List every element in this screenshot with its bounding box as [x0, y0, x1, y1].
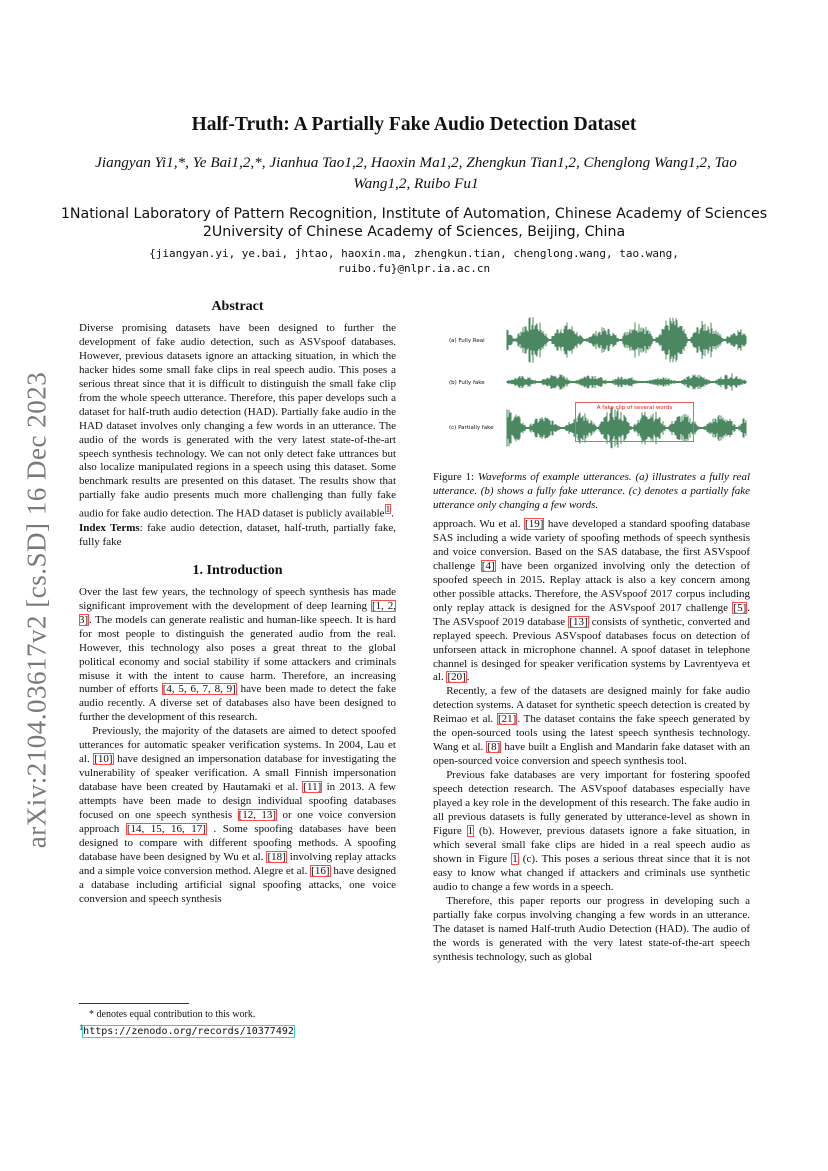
right-paragraph-4: Therefore, this paper reports our progress in developing such a partially fake corpus involving changing a few words in an utterance. The dataset is named Half-truth Audio Detection (HAD). The audio of the words is generated with the very latest state-of-the-art speech synthesis technology, such as global [433, 894, 750, 963]
footnote-link[interactable]: 1 [385, 504, 391, 515]
right-paragraph-3: Previous fake databases are very important for fostering spoofed speech detection research. The ASVspoof databases especially have played a key role in the development of this research. The fake audio in all previous datasets is fully generated by utterance-level as shown in Figure 1 (b). However, previous datasets ignore a fake situation, in which several small fake clips are hided in a real speech audio as shown in Figure 1 (c). This poses a serious threat since that it is not easy to know what changed if attackers and criminals use synthetic audio to change a few words in a speech. [433, 769, 751, 893]
citation-link[interactable]: [12, 13] [238, 809, 277, 822]
citation-link[interactable]: [4] [481, 559, 495, 572]
citation-link[interactable]: [13] [569, 615, 588, 628]
index-terms: Index Terms: fake audio detection, dataset, half-truth, partially fake, fully fake [79, 521, 396, 548]
emails-line-2: ruibo.fu}@nlpr.ia.ac.cn [337, 262, 491, 275]
dataset-footnote: $^1$https://zenodo.org/records/10377492 [79, 1023, 294, 1038]
author-list: Jiangyan Yi1,*, Ye Bai1,2,*, Jianhua Tao1,2, Haoxin Ma1,2, Zhengkun Tian1,2, Chenglong Wang1,2, Tao Wang1,2, Ruibo Fu1 [95, 154, 737, 192]
waveform-a [507, 317, 746, 363]
figure-1-waveforms [445, 310, 755, 460]
citation-link[interactable]: [5] [733, 601, 747, 614]
citation-link[interactable]: [16] [311, 864, 330, 877]
footnotes [79, 1003, 396, 1038]
waveform-label-c: (c) Partially fake [449, 425, 494, 431]
waveform-b [507, 373, 746, 391]
arxiv-side-label: arXiv:2104.03617v2 [cs.SD] 16 Dec 2023 [21, 371, 52, 849]
figure-1-caption: Figure 1: Waveforms of example utterances. (a) illustrates a fully real utterance. (b) shows a fully fake utterance. (c) denotes a partially fake utterance only changing a few words. [433, 471, 750, 511]
paper-title: Half-Truth: A Partially Fake Audio Detection Dataset [191, 114, 637, 135]
author-emails [60, 246, 768, 276]
figure-ref-link[interactable]: 1 [512, 852, 518, 865]
citation-link[interactable]: [10] [94, 753, 113, 766]
intro-paragraph-2: Previously, the majority of the datasets are aimed to detect spoofed utterances for automatic speaker verification systems. In 2004, Lau et al. [10] have designed an impersonation database for investigating the vulnerability of speaker verification. A small Finnish impersonation database have been created by Hautamaki et al. [11] in 2013. A few attempts have been made to design individual spoofing databases focused on one speech synthesis [12, 13] or one voice conversion approach [14, 15, 16, 17] . Some spoofing databases have been designed to compare with different spoofing methods. A spoofing database have been designed by Wu et al. [18] involving replay attacks and a simple voice conversion method. Alegre et al. [16] have designed a database including artificial signal spoofing attacks, one voice conversion and speech synthesis [79, 725, 397, 905]
emails-line-1: {jiangyan.yi, ye.bai, jhtao, haoxin.ma, zhengkun.tian, chenglong.wang, tao.wang, [149, 247, 679, 260]
waveform-label-a: (a) Fully Real [449, 338, 485, 344]
fake-clip-annotation: A fake clip of several words [596, 405, 673, 411]
abstract-heading: Abstract [211, 299, 264, 314]
citation-link[interactable]: [4, 5, 6, 7, 8, 9] [162, 683, 236, 696]
citation-link[interactable]: [11] [303, 781, 322, 794]
citation-link[interactable]: [20] [447, 671, 466, 684]
citation-link[interactable]: [1, 2, 3] [79, 599, 396, 626]
citation-link[interactable]: [18] [267, 850, 286, 863]
affiliation-1: 1National Laboratory of Pattern Recognition, Institute of Automation, Chinese Academy of Sciences [60, 206, 768, 222]
affiliation-2: 2University of Chinese Academy of Sciences, Beijing, China [202, 224, 626, 240]
footnote-rule [79, 1003, 189, 1004]
right-column [433, 470, 750, 965]
citation-link[interactable]: [19] [525, 518, 544, 530]
fake-clip-box [575, 402, 694, 442]
citation-link[interactable]: [8] [487, 741, 501, 754]
intro-paragraph-1: Over the last few years, the technology of speech synthesis has made significant improvement with the development of deep learning [1, 2, 3]. The models can generate realistic and human-like speech. It is hard for most people to distinguish the generated audio from the real. However, this technology also poses a great threat to the global political economy and social stability if some attackers and criminals misuse it with the intent to cause harm. Therefore, an increasing number of efforts [4, 5, 6, 7, 8, 9] have been made to detect the fake audio recently. A diverse set of databases also have been designed to further the development of this research. [79, 585, 396, 724]
affiliations [60, 205, 768, 241]
equal-contribution-note: * denotes equal contribution to this work. [89, 1009, 256, 1020]
left-column [79, 300, 396, 907]
citation-link[interactable]: [14, 15, 16, 17] [126, 823, 206, 836]
right-paragraph-1: approach. Wu et al. [19] have developed a standard spoofing database SAS including a wide variety of spoofing methods of speech synthesis and voice conversion. Based on the SAS database, the first ASVspoof challenge [4] have been organized involving only the detection of spoofed speech in 2015. Replay attack is also a key concern among other possible attacks. Therefore, the ASVspoof 2017 corpus including only replay attack is designed for the ASVspoof 2017 challenge [5]. The ASVspoof 2019 database [13] consists of synthetic, converted and replayed speech. Previous ASVspoof databases focus on detection of unforseen attack in microphone channel. A spoof dataset in telephone channel is desinged for speaker verification systems by Lavrentyeva et al. [20]. [433, 518, 751, 684]
abstract-text: Diverse promising datasets have been designed to further the development of fake audio detection, such as ASVspoof databases. However, previous datasets ignore an attacking situation, in which the hacker hides some small fake clips in real speech audio. This poses a serious threat since that it is difficult to distinguish the small fake clip from the whole speech utterance. Therefore, this paper develops such a dataset for half-truth audio detection (HAD). Partially fake audio in the HAD dataset involves only changing a few words in an utterance. The audio of the words is generated with the very latest state-of-the-art speech synthesis technology. We can not only detect fake uttrances but also localize manipulated regions in a speech using this dataset. Some benchmark results are presented on this dataset. The results show that partially fake audio presents much more challenging than fully fake audio for fake audio detection. The HAD dataset is publicly available$^1$. [79, 321, 396, 520]
waveform-b-trace [507, 373, 746, 391]
waveform-a-trace [507, 317, 746, 363]
waveform-label-b: (b) Fully fake [449, 380, 485, 386]
right-paragraph-2: Recently, a few of the datasets are designed mainly for fake audio detection systems. A dataset for synthetic speech detection is created by Reimao et al. [21]. The dataset contains the fake speech generated by the open-sourced tools using the latest speech synthesis technology. Wang et al. [8] have built a English and Mandarin fake dataset with an open-sourced voice conversion and speech synthesis tool. [433, 685, 751, 768]
dataset-url-link[interactable]: https://zenodo.org/records/10377492 [83, 1026, 294, 1038]
figure-ref-link[interactable]: 1 [467, 824, 474, 837]
intro-heading: 1. Introduction [192, 562, 283, 578]
citation-link[interactable]: [21] [498, 713, 517, 726]
